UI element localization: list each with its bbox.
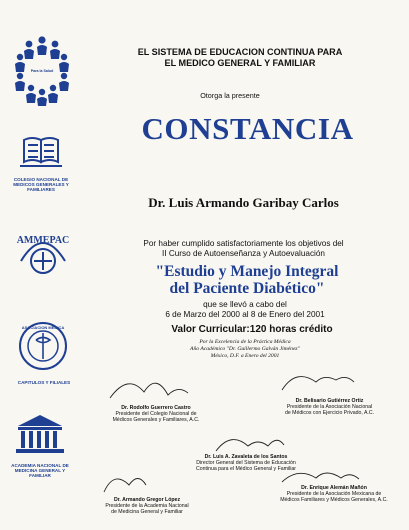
capitulos-label: CAPITULOS Y FILIALES: [17, 380, 71, 385]
achievement-line-1: Por haber cumplido satisfactoriamente los objetivos del: [143, 239, 344, 248]
signature-1-scribble: [110, 383, 188, 398]
certificate-title: CONSTANCIA: [141, 111, 354, 146]
signature-4-scribble: [104, 479, 146, 493]
signature-block-2: [272, 398, 387, 416]
issuer-line-1: EL SISTEMA DE EDUCACION CONTINUA PARA: [137, 47, 343, 57]
signature-block-1: [101, 405, 211, 423]
seal-caption: ASOCIACION MEDICA: [21, 325, 65, 330]
signer-1-title-2: Médicos Generales y Familiares, A.C.: [112, 417, 200, 423]
dates-line-1: que se llevó a cabo del: [203, 300, 287, 309]
note-line-3: México, D.F. a Enero del 2001: [210, 353, 280, 359]
signature-5-scribble: [282, 473, 359, 482]
dates-line-2: 6 de Marzo del 2000 al 8 de Enero del 2001: [165, 310, 325, 319]
signer-4-title-2: de Medicina General y Familiar: [111, 509, 183, 515]
signer-4-name: Dr. Armando Gregor López: [113, 497, 181, 503]
course-line-2: del Paciente Diabético": [169, 280, 325, 297]
book-logo-caption-2: MEDICOS GENERALES Y FAMILIARES: [13, 182, 69, 192]
academia-caption-2: MEDICINA GENERAL Y FAMILIAR: [14, 468, 66, 478]
signer-3-name: Dr. Luis A. Zavaleta de los Santos: [204, 454, 288, 460]
recipient-name: Dr. Luis Armando Garibay Carlos: [148, 195, 339, 210]
signer-3-title: Director General del Sistema de Educación: [196, 460, 296, 466]
achievement-line-2: II Curso de Autoenseñanza y Autoevaluación: [162, 249, 325, 258]
credits-text: Valor Curricular:120 horas crédito: [171, 324, 333, 335]
signature-block-5: [273, 485, 395, 503]
signature-block-3: [181, 454, 311, 472]
issuer-line-2: EL MEDICO GENERAL Y FAMILIAR: [164, 58, 316, 68]
signer-2-name: Dr. Belisario Gutiérrez Ortiz: [295, 398, 364, 404]
signature-2-scribble: [282, 377, 354, 390]
signer-4-title: Presidente de la Academia Nacional: [105, 503, 189, 509]
signer-5-title-2: Médicos Familiares y Médicos Generales, A.C.: [280, 497, 388, 503]
note-line-2: Año Académico "Dr. Guillermo Galván Jiménez": [190, 346, 300, 352]
signer-1-name: Dr. Rodolfo Guerrero Castro: [121, 405, 191, 411]
signer-2-title: Presidente de la Asociación Nacional: [286, 404, 373, 410]
otorga-text: Otorga la presente: [200, 91, 260, 100]
logo-caption: Para la Salud: [30, 69, 54, 73]
ammepac-text: AMMEPAC: [16, 235, 70, 246]
signer-1-title: Presidente del Colegio Nacional de: [115, 411, 197, 417]
academia-caption-1: ACADEMIA NACIONAL DE: [11, 463, 69, 468]
note-line-1: Por la Excelencia de la Práctica Médica: [199, 339, 291, 345]
course-line-1: "Estudio y Manejo Integral: [155, 263, 339, 280]
signature-block-4: [91, 497, 203, 515]
signer-3-title-2: Continua para el Médico General y Familiar: [195, 466, 297, 472]
signer-5-title: Presidente de la Asociación Mexicana de: [286, 491, 382, 497]
signature-3-scribble: [216, 440, 284, 451]
signer-2-title-2: de Médicos con Ejercicio Privado, A.C.: [284, 410, 375, 416]
signer-5-name: Dr. Enrique Alemán Mañón: [301, 485, 367, 491]
book-logo-caption-1: COLEGIO NACIONAL DE: [13, 177, 69, 182]
